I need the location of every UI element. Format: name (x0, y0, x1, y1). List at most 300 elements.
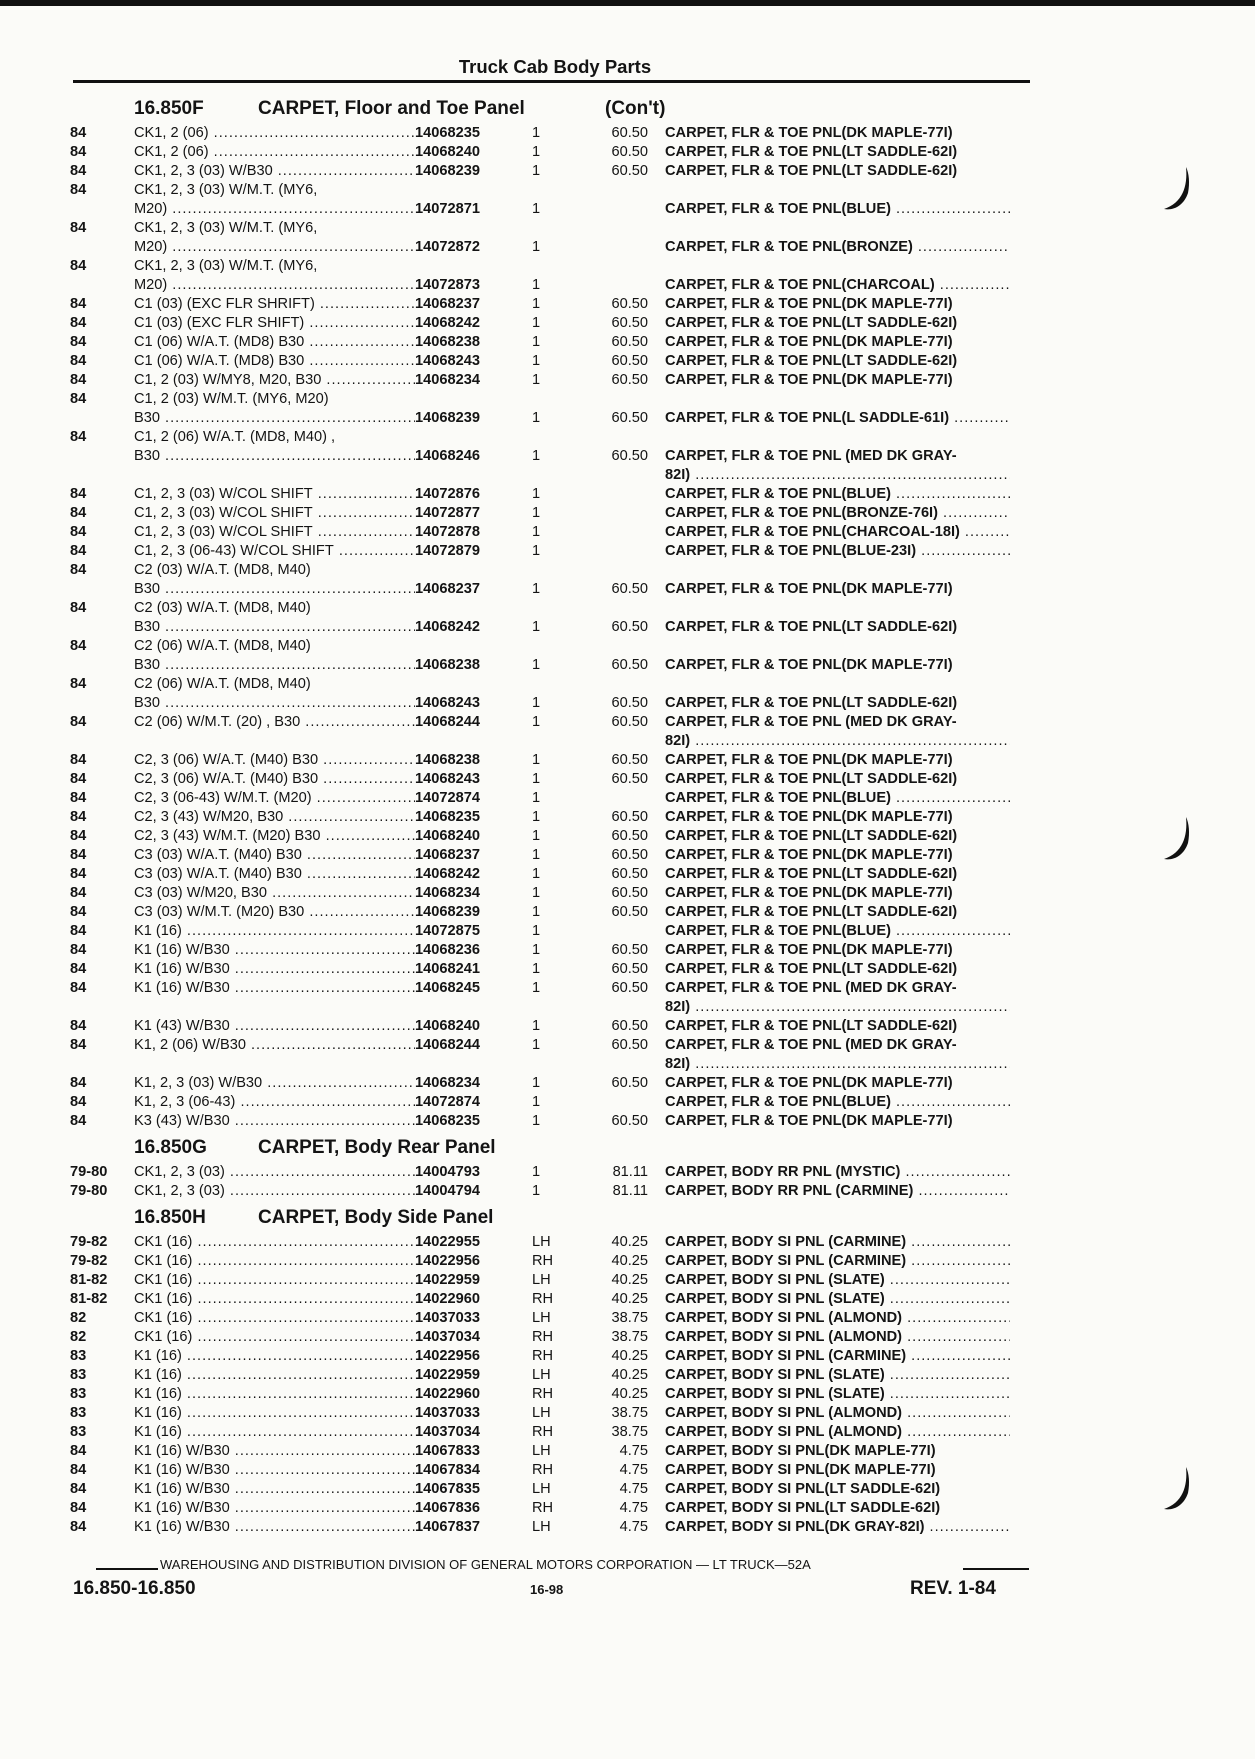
table-row (70, 1290, 1030, 1309)
application-description: C1, 2 (03) W/M.T. (MY6, M20) (134, 391, 329, 407)
model-year: 84 (70, 1018, 87, 1034)
application-description: C1 (06) W/A.T. (MD8) B30 ..... (134, 333, 474, 352)
part-number: 14068239 (415, 162, 515, 181)
model-year: 84 (70, 866, 87, 882)
model-year: 84 (70, 1462, 87, 1478)
quantity: 1 (532, 923, 541, 939)
application-description: CK1, 2, 3 (03) ..... (134, 1182, 474, 1201)
section-name: CARPET, Floor and Toe Panel (258, 98, 525, 119)
price: 60.50 (611, 353, 648, 369)
quantity: 1 (532, 277, 541, 293)
quantity: LH (532, 1234, 551, 1250)
part-name: CARPET, FLR & TOE PNL(LT SADDLE-62I) (665, 353, 958, 369)
table-row (70, 1182, 1030, 1201)
quantity: LH (532, 1443, 551, 1459)
table-row (70, 675, 1030, 694)
table-row (70, 1404, 1030, 1423)
section-name: CARPET, Body Rear Panel (258, 1137, 496, 1158)
model-year: 84 (70, 1500, 87, 1516)
table-row (70, 1233, 1030, 1252)
application-description: K1 (16) W/B30 ..... (134, 1518, 474, 1537)
part-name: CARPET, BODY SI PNL (SLATE) ..... (665, 1271, 1010, 1290)
application-description: CK1 (16) ..... (134, 1309, 474, 1328)
model-year: 84 (70, 1481, 87, 1497)
application-description: B30 ..... (134, 656, 474, 675)
table-row (70, 1518, 1030, 1537)
table-row (70, 751, 1030, 770)
quantity: 1 (532, 372, 541, 388)
quantity: 1 (532, 524, 541, 540)
application-description: K1 (16) ..... (134, 1404, 474, 1423)
part-number: 14068234 (415, 1074, 515, 1093)
quantity: RH (532, 1253, 554, 1269)
table-row (70, 200, 1030, 219)
part-name: CARPET, BODY SI PNL (CARMINE) ..... (665, 1252, 1010, 1271)
price: 40.25 (611, 1272, 648, 1288)
application-description: C2 (06) W/M.T. (20) , B30 ..... (134, 713, 474, 732)
model-year: 84 (70, 923, 87, 939)
application-description: C1, 2, 3 (06-43) W/COL SHIFT ..... (134, 542, 474, 561)
model-year: 84 (70, 771, 87, 787)
quantity: 1 (532, 771, 541, 787)
quantity: 1 (532, 904, 541, 920)
table-row (70, 238, 1030, 257)
price: 60.50 (611, 1113, 648, 1129)
table-row (70, 1252, 1030, 1271)
part-number: 14068238 (415, 333, 515, 352)
application-description: B30 ..... (134, 694, 474, 713)
table-row (70, 865, 1030, 884)
price: 60.50 (611, 1037, 648, 1053)
table-row (70, 1385, 1030, 1404)
application-description: K1 (16) ..... (134, 1423, 474, 1442)
application-description: K1, 2 (06) W/B30 ..... (134, 1036, 474, 1055)
quantity: LH (532, 1367, 551, 1383)
model-year: 83 (70, 1405, 87, 1421)
table-row (70, 884, 1030, 903)
part-name: CARPET, FLR & TOE PNL(DK MAPLE-77I) (665, 1075, 953, 1091)
part-name: CARPET, BODY SI PNL(DK MAPLE-77I) (665, 1443, 936, 1459)
part-number: 14067835 (415, 1480, 515, 1499)
application-description: C2 (06) W/A.T. (MD8, M40) (134, 638, 311, 654)
table-row (70, 295, 1030, 314)
part-number: 14068240 (415, 1017, 515, 1036)
table-row (70, 1366, 1030, 1385)
price: 60.50 (611, 942, 648, 958)
part-number: 14068235 (415, 124, 515, 143)
quantity: 1 (532, 505, 541, 521)
application-description: C2, 3 (43) W/M.T. (M20) B30 ..... (134, 827, 474, 846)
model-year: 84 (70, 353, 87, 369)
part-number: 14072872 (415, 238, 515, 257)
table-row (70, 1442, 1030, 1461)
quantity: 1 (532, 885, 541, 901)
part-number: 14067834 (415, 1461, 515, 1480)
table-row (70, 428, 1030, 447)
table-row (70, 371, 1030, 390)
part-number: 14068235 (415, 808, 515, 827)
part-name: CARPET, FLR & TOE PNL(L SADDLE-61I) ..... (665, 409, 1010, 428)
price: 38.75 (611, 1310, 648, 1326)
application-description: K1 (16) W/B30 ..... (134, 1442, 474, 1461)
model-year: 84 (70, 258, 87, 274)
part-number: 14068246 (415, 447, 515, 466)
price: 60.50 (611, 714, 648, 730)
quantity: 1 (532, 752, 541, 768)
part-name: CARPET, BODY SI PNL (ALMOND) ..... (665, 1404, 1010, 1423)
part-number: 14068243 (415, 770, 515, 789)
table-row (70, 1074, 1030, 1093)
table-row (70, 1499, 1030, 1518)
application-description: C1 (03) (EXC FLR SHRIFT) ..... (134, 295, 474, 314)
quantity: RH (532, 1329, 554, 1345)
part-number: 14072875 (415, 922, 515, 941)
application-description: C3 (03) W/M.T. (M20) B30 ..... (134, 903, 474, 922)
part-name: CARPET, FLR & TOE PNL(LT SADDLE-62I) (665, 163, 958, 179)
part-name: CARPET, FLR & TOE PNL(DK MAPLE-77I) (665, 657, 953, 673)
part-number: 14068243 (415, 352, 515, 371)
table-row (70, 257, 1030, 276)
price: 60.50 (611, 866, 648, 882)
table-row (70, 694, 1030, 713)
part-number: 14068242 (415, 618, 515, 637)
table-row (70, 181, 1030, 200)
part-name: CARPET, FLR & TOE PNL(LT SADDLE-62I) (665, 619, 958, 635)
part-number: 14072879 (415, 542, 515, 561)
part-name: CARPET, FLR & TOE PNL (MED DK GRAY- (665, 448, 957, 464)
section-number: 16.850H (134, 1207, 206, 1228)
part-number: 14068239 (415, 903, 515, 922)
application-description: C2 (03) W/A.T. (MD8, M40) (134, 600, 311, 616)
quantity: 1 (532, 486, 541, 502)
application-description: C2 (06) W/A.T. (MD8, M40) (134, 676, 311, 692)
application-description: C3 (03) W/A.T. (M40) B30 ..... (134, 865, 474, 884)
part-name: CARPET, BODY SI PNL (ALMOND) ..... (665, 1309, 1010, 1328)
part-number: 14022955 (415, 1233, 515, 1252)
part-number: 14022959 (415, 1366, 515, 1385)
quantity: 1 (532, 714, 541, 730)
quantity: 1 (532, 1018, 541, 1034)
quantity: RH (532, 1291, 554, 1307)
price: 60.50 (611, 448, 648, 464)
quantity: 1 (532, 619, 541, 635)
part-number: 14037033 (415, 1404, 515, 1423)
table-row (70, 333, 1030, 352)
model-year: 84 (70, 942, 87, 958)
model-year: 84 (70, 847, 87, 863)
price: 38.75 (611, 1405, 648, 1421)
model-year: 83 (70, 1348, 87, 1364)
price: 81.11 (612, 1164, 648, 1180)
price: 60.50 (611, 1018, 648, 1034)
table-row (70, 580, 1030, 599)
part-name: 82I) ..... (665, 998, 1010, 1017)
table-row (70, 846, 1030, 865)
table-row (70, 637, 1030, 656)
application-description: CK1 (16) ..... (134, 1328, 474, 1347)
model-year: 79-82 (70, 1253, 108, 1269)
part-name: CARPET, FLR & TOE PNL(LT SADDLE-62I) (665, 695, 958, 711)
price: 60.50 (611, 904, 648, 920)
part-name: CARPET, FLR & TOE PNL(BLUE) ..... (665, 789, 1010, 808)
part-number: 14068237 (415, 580, 515, 599)
part-name: CARPET, FLR & TOE PNL(LT SADDLE-62I) (665, 771, 958, 787)
table-row (70, 998, 1030, 1017)
model-year: 83 (70, 1367, 87, 1383)
quantity: 1 (532, 315, 541, 331)
part-number: 14068236 (415, 941, 515, 960)
section-name: CARPET, Body Side Panel (258, 1207, 494, 1228)
application-description: M20) ..... (134, 276, 474, 295)
quantity: 1 (532, 296, 541, 312)
application-description: B30 ..... (134, 447, 474, 466)
part-name: CARPET, BODY RR PNL (MYSTIC) ..... (665, 1163, 1010, 1182)
footer-revision: REV. 1-84 (910, 1578, 996, 1599)
model-year: 84 (70, 1094, 87, 1110)
application-description: C2, 3 (43) W/M20, B30 ..... (134, 808, 474, 827)
part-name: CARPET, FLR & TOE PNL(LT SADDLE-62I) (665, 904, 958, 920)
part-name: CARPET, BODY RR PNL (CARMINE) ..... (665, 1182, 1010, 1201)
application-description: M20) ..... (134, 238, 474, 257)
application-description: CK1, 2, 3 (03) W/B30 ..... (134, 162, 474, 181)
binder-hole-icon (1160, 165, 1190, 215)
quantity: 1 (532, 695, 541, 711)
table-row (70, 808, 1030, 827)
table-row (70, 656, 1030, 675)
part-name: CARPET, BODY SI PNL(DK MAPLE-77I) (665, 1462, 936, 1478)
price: 60.50 (611, 144, 648, 160)
section-heading (70, 98, 1030, 124)
part-number: 14067837 (415, 1518, 515, 1537)
model-year: 84 (70, 486, 87, 502)
application-description: K1 (16) W/B30 ..... (134, 960, 474, 979)
part-number: 14068238 (415, 656, 515, 675)
application-description: C3 (03) W/M20, B30 ..... (134, 884, 474, 903)
model-year: 84 (70, 524, 87, 540)
table-row (70, 1036, 1030, 1055)
price: 60.50 (611, 125, 648, 141)
model-year: 84 (70, 372, 87, 388)
title-rule (73, 80, 1030, 83)
part-name: CARPET, BODY SI PNL (ALMOND) ..... (665, 1423, 1010, 1442)
price: 81.11 (612, 1183, 648, 1199)
table-row (70, 504, 1030, 523)
model-year: 84 (70, 790, 87, 806)
price: 40.25 (611, 1234, 648, 1250)
table-row (70, 1480, 1030, 1499)
table-row (70, 618, 1030, 637)
price: 38.75 (611, 1329, 648, 1345)
part-name: CARPET, FLR & TOE PNL(LT SADDLE-62I) (665, 866, 958, 882)
model-year: 84 (70, 828, 87, 844)
application-description: CK1 (16) ..... (134, 1252, 474, 1271)
price: 60.50 (611, 885, 648, 901)
model-year: 84 (70, 885, 87, 901)
quantity: 1 (532, 1183, 541, 1199)
application-description: CK1 (16) ..... (134, 1290, 474, 1309)
table-row (70, 1271, 1030, 1290)
application-description: B30 ..... (134, 409, 474, 428)
part-name: CARPET, FLR & TOE PNL(DK MAPLE-77I) (665, 847, 953, 863)
part-number: 14022956 (415, 1252, 515, 1271)
table-row (70, 1163, 1030, 1182)
price: 60.50 (611, 657, 648, 673)
quantity: LH (532, 1272, 551, 1288)
part-number: 14068239 (415, 409, 515, 428)
application-description: K1, 2, 3 (06-43) ..... (134, 1093, 474, 1112)
price: 40.25 (611, 1348, 648, 1364)
application-description: K1 (16) ..... (134, 1366, 474, 1385)
model-year: 84 (70, 220, 87, 236)
part-name: 82I) ..... (665, 466, 1010, 485)
table-row (70, 1328, 1030, 1347)
application-description: B30 ..... (134, 618, 474, 637)
part-name: CARPET, FLR & TOE PNL(CHARCOAL) ..... (665, 276, 1010, 295)
table-row (70, 732, 1030, 751)
footer-rule (963, 1568, 1029, 1570)
quantity: 1 (532, 1075, 541, 1091)
part-number: 14004793 (415, 1163, 515, 1182)
price: 4.75 (619, 1481, 648, 1497)
application-description: C1, 2, 3 (03) W/COL SHIFT ..... (134, 523, 474, 542)
table-row (70, 789, 1030, 808)
part-name: 82I) ..... (665, 732, 1010, 751)
application-description: C3 (03) W/A.T. (M40) B30 ..... (134, 846, 474, 865)
application-description: M20) ..... (134, 200, 474, 219)
part-number: 14068241 (415, 960, 515, 979)
model-year: 84 (70, 904, 87, 920)
application-description: K3 (43) W/B30 ..... (134, 1112, 474, 1131)
part-name: CARPET, FLR & TOE PNL(BLUE) ..... (665, 200, 1010, 219)
part-number: 14068234 (415, 371, 515, 390)
table-row (70, 542, 1030, 561)
part-name: CARPET, BODY SI PNL (SLATE) ..... (665, 1366, 1010, 1385)
application-description: K1 (16) W/B30 ..... (134, 1499, 474, 1518)
model-year: 84 (70, 980, 87, 996)
part-number: 14022960 (415, 1385, 515, 1404)
model-year: 84 (70, 562, 87, 578)
quantity: 1 (532, 1037, 541, 1053)
quantity: LH (532, 1519, 551, 1535)
model-year: 84 (70, 505, 87, 521)
model-year: 84 (70, 429, 87, 445)
price: 60.50 (611, 695, 648, 711)
section-heading (70, 1137, 1030, 1163)
application-description: C1 (03) (EXC FLR SHIFT) ..... (134, 314, 474, 333)
part-name: CARPET, BODY SI PNL(LT SADDLE-62I) (665, 1500, 941, 1516)
price: 60.50 (611, 296, 648, 312)
quantity: 1 (532, 828, 541, 844)
application-description: C1, 2, 3 (03) W/COL SHIFT ..... (134, 504, 474, 523)
application-description: C2, 3 (06) W/A.T. (M40) B30 ..... (134, 751, 474, 770)
price: 60.50 (611, 619, 648, 635)
part-name: CARPET, BODY SI PNL (ALMOND) ..... (665, 1328, 1010, 1347)
binder-hole-icon (1160, 1465, 1190, 1515)
top-border (0, 0, 1255, 6)
part-name: CARPET, FLR & TOE PNL (MED DK GRAY- (665, 1037, 957, 1053)
model-year: 84 (70, 163, 87, 179)
table-row (70, 903, 1030, 922)
part-name: CARPET, BODY SI PNL (CARMINE) ..... (665, 1347, 1010, 1366)
quantity: 1 (532, 410, 541, 426)
application-description: C1, 2, 3 (03) W/COL SHIFT ..... (134, 485, 474, 504)
part-number: 14072877 (415, 504, 515, 523)
price: 60.50 (611, 1075, 648, 1091)
application-description: C1, 2 (06) W/A.T. (MD8, M40) , (134, 429, 336, 445)
part-name: CARPET, BODY SI PNL (CARMINE) ..... (665, 1233, 1010, 1252)
quantity: 1 (532, 239, 541, 255)
part-name: CARPET, FLR & TOE PNL(CHARCOAL-18I) ..... (665, 523, 1010, 542)
price: 60.50 (611, 163, 648, 179)
table-row (70, 523, 1030, 542)
table-row (70, 466, 1030, 485)
price: 60.50 (611, 771, 648, 787)
part-number: 14037034 (415, 1328, 515, 1347)
part-number: 14022960 (415, 1290, 515, 1309)
table-row (70, 409, 1030, 428)
part-name: CARPET, FLR & TOE PNL(DK MAPLE-77I) (665, 296, 953, 312)
part-number: 14037034 (415, 1423, 515, 1442)
price: 60.50 (611, 372, 648, 388)
table-row (70, 314, 1030, 333)
quantity: LH (532, 1310, 551, 1326)
part-name: CARPET, FLR & TOE PNL (MED DK GRAY- (665, 980, 957, 996)
table-row (70, 276, 1030, 295)
footer-page-number: 16-98 (530, 1582, 564, 1597)
application-description: CK1, 2, 3 (03) W/M.T. (MY6, (134, 220, 318, 236)
quantity: 1 (532, 809, 541, 825)
quantity: 1 (532, 657, 541, 673)
model-year: 83 (70, 1386, 87, 1402)
part-number: 14068237 (415, 295, 515, 314)
table-row (70, 713, 1030, 732)
application-description: C2 (03) W/A.T. (MD8, M40) (134, 562, 311, 578)
model-year: 84 (70, 296, 87, 312)
quantity: RH (532, 1424, 554, 1440)
table-row (70, 1055, 1030, 1074)
table-row (70, 960, 1030, 979)
application-description: CK1, 2, 3 (03) W/M.T. (MY6, (134, 182, 318, 198)
part-name: CARPET, FLR & TOE PNL(DK MAPLE-77I) (665, 809, 953, 825)
part-number: 14004794 (415, 1182, 515, 1201)
quantity: RH (532, 1386, 554, 1402)
part-number: 14072874 (415, 789, 515, 808)
application-description: CK1 (16) ..... (134, 1233, 474, 1252)
table-row (70, 124, 1030, 143)
application-description: K1 (16) ..... (134, 1347, 474, 1366)
application-description: C1, 2 (03) W/MY8, M20, B30 ..... (134, 371, 474, 390)
part-number: 14072873 (415, 276, 515, 295)
section-number: 16.850G (134, 1137, 207, 1158)
part-number: 14068244 (415, 1036, 515, 1055)
application-description: K1 (16) ..... (134, 922, 474, 941)
model-year: 81-82 (70, 1272, 108, 1288)
application-description: K1 (16) W/B30 ..... (134, 979, 474, 998)
table-row (70, 390, 1030, 409)
part-number: 14068243 (415, 694, 515, 713)
table-row (70, 599, 1030, 618)
part-name: CARPET, BODY SI PNL (SLATE) ..... (665, 1290, 1010, 1309)
part-name: CARPET, FLR & TOE PNL(BLUE-23I) ..... (665, 542, 1010, 561)
price: 60.50 (611, 410, 648, 426)
quantity: 1 (532, 866, 541, 882)
table-row (70, 1093, 1030, 1112)
quantity: LH (532, 1481, 551, 1497)
application-description: CK1 (16) ..... (134, 1271, 474, 1290)
application-description: C2, 3 (06) W/A.T. (M40) B30 ..... (134, 770, 474, 789)
price: 60.50 (611, 980, 648, 996)
quantity: 1 (532, 581, 541, 597)
